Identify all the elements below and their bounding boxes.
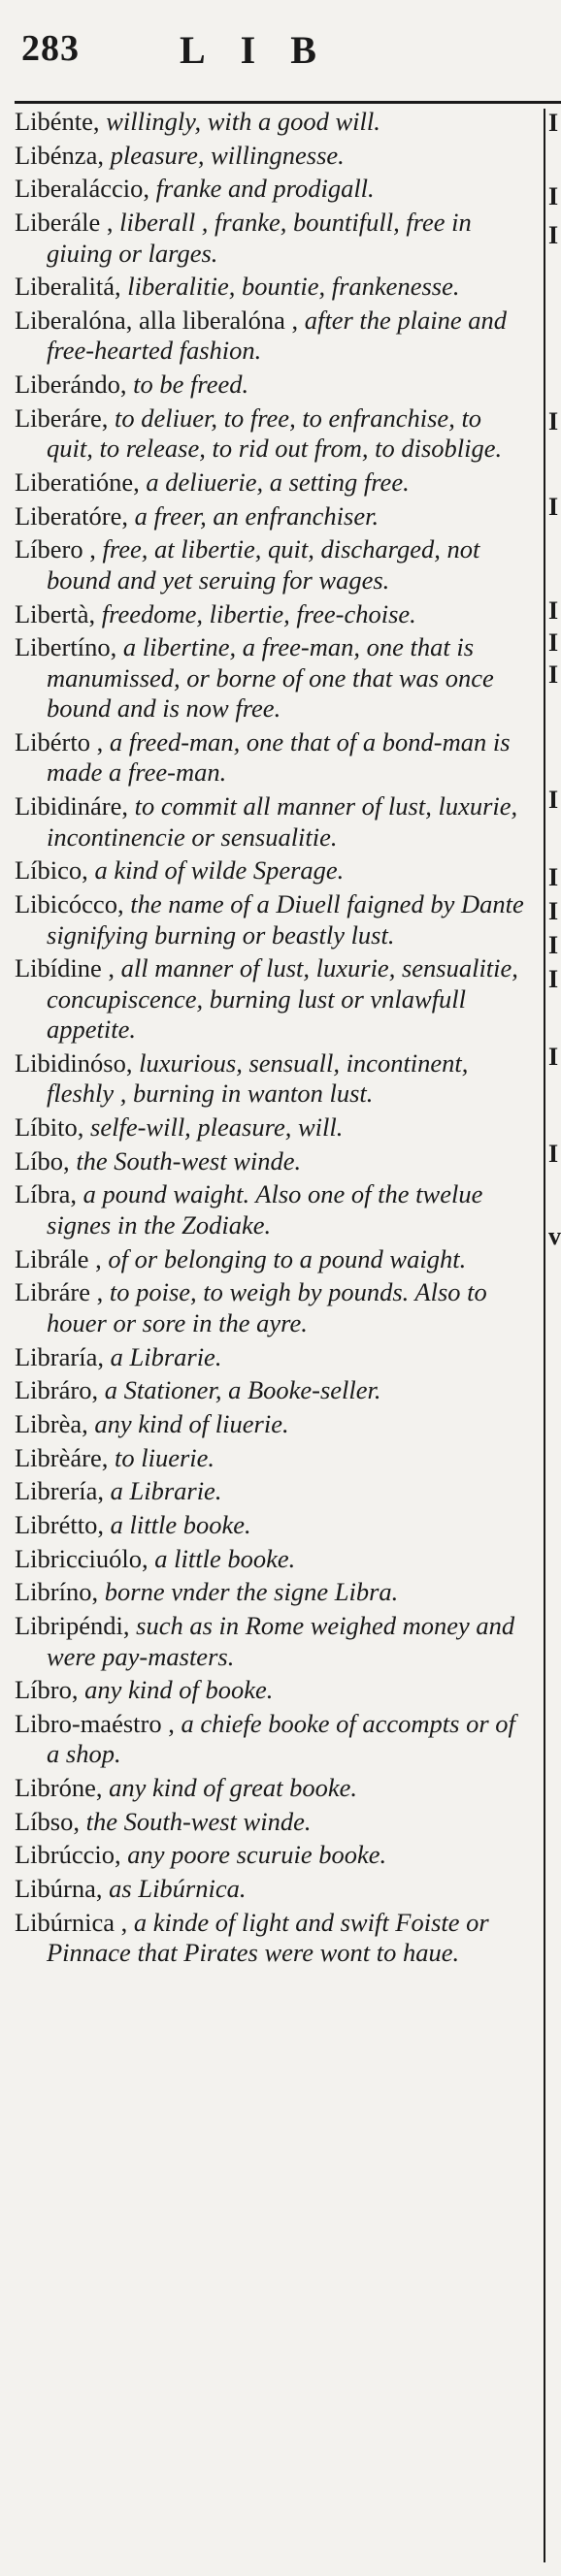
dictionary-entry — [15, 791, 534, 853]
entry-headword: Líbito, — [15, 1112, 84, 1143]
entry-headword: Libúrnica , — [15, 1907, 128, 1937]
entry-headword: Libúrna, — [15, 1874, 103, 1904]
dictionary-entry — [15, 1807, 534, 1838]
dictionary-entry — [15, 1179, 534, 1240]
dictionary-entry — [15, 855, 534, 886]
entry-headword: Liberále , — [15, 208, 114, 238]
dictionary-entry — [15, 534, 534, 596]
entry-gloss: to deliuer, to free, to enfranchise, to quit, to release, to rid out from, to disoblige. — [47, 402, 503, 464]
entry-gloss: a libertine, a free-man, one that is manumissed, or borne of one that was once bound and is now free. — [47, 632, 494, 724]
entry-headword: Librúccio, — [15, 1840, 121, 1870]
dictionary-entry — [15, 403, 534, 465]
dictionary-entry — [15, 1611, 534, 1672]
entry-gloss: freedome, libertie, free-choise. — [95, 598, 416, 628]
header-rule — [15, 101, 561, 104]
clipped-right-column-fragment: I — [548, 897, 559, 925]
entry-headword: Libricciuólo, — [15, 1543, 148, 1573]
entry-headword: Líbo, — [15, 1145, 70, 1175]
entry-gloss: liberall , franke, bountifull, free in giuing or larges. — [47, 208, 472, 268]
entry-gloss: such as in Rome weighed money and were pay-masters. — [47, 1611, 515, 1671]
dictionary-entry — [15, 1375, 534, 1406]
left-column — [15, 107, 534, 2576]
entry-gloss: luxurious, sensuall, incontinent, fleshly , burning in wanton lust. — [47, 1047, 469, 1109]
entry-headword: Librería, — [15, 1476, 104, 1506]
dictionary-entry — [15, 107, 534, 138]
dictionary-entry — [15, 1840, 534, 1871]
entry-gloss: a freer, an enfranchiser. — [127, 500, 380, 531]
entry-gloss: franke and prodigall. — [149, 174, 375, 204]
dictionary-entry — [15, 208, 534, 269]
clipped-right-column-fragment: I — [548, 931, 559, 959]
clipped-right-column-fragment: I — [548, 863, 559, 891]
entry-gloss: a freed-man, one that of a bond-man is made a free-man. — [47, 726, 511, 788]
entry-headword: Libráro, — [15, 1375, 99, 1405]
entry-headword: Libidináre, — [15, 791, 128, 821]
entry-headword: Liberáre, — [15, 402, 109, 433]
entry-gloss: a kinde of light and swift Foiste or Pinnace that Pirates were wont to haue. — [47, 1907, 489, 1968]
entry-headword: Librèa, — [15, 1408, 88, 1438]
dictionary-entry — [15, 1409, 534, 1440]
dictionary-entry — [15, 1146, 534, 1177]
entry-headword: Líbico, — [15, 855, 88, 886]
dictionary-entry — [15, 953, 534, 1046]
dictionary-entry — [15, 1874, 534, 1905]
dictionary-entry — [15, 370, 534, 401]
entry-gloss: the South-west winde. — [80, 1806, 312, 1836]
entry-gloss: a Librarie. — [103, 1341, 222, 1371]
clipped-right-column-fragment: I — [548, 786, 559, 814]
entry-headword: Libídine , — [15, 953, 116, 983]
entry-gloss: any kind of booke. — [78, 1675, 274, 1705]
entry-gloss: selfe-will, pleasure, will. — [83, 1112, 344, 1143]
dictionary-entry — [15, 1908, 534, 1969]
dictionary-entry — [15, 1048, 534, 1110]
dictionary-entry — [15, 1709, 534, 1770]
entry-gloss: a little booke. — [148, 1543, 296, 1573]
entry-headword: Libicócco, — [15, 889, 124, 918]
dictionary-entry — [15, 1443, 534, 1474]
dictionary-entry — [15, 1510, 534, 1541]
entry-gloss: to commit all manner of lust, luxurie, incontinencie or sensualitie. — [47, 791, 518, 852]
entry-headword: Libripéndi, — [15, 1611, 130, 1640]
entry-headword: Liberaláccio, — [15, 174, 150, 204]
clipped-right-column-fragment: I — [548, 109, 559, 137]
entry-gloss: pleasure, willingnesse. — [103, 140, 345, 170]
entry-headword: Liberalóna, alla liberalóna , — [15, 305, 299, 335]
entry-gloss: a pound waight. Also one of the twelue signes in the Zodiake. — [47, 1179, 483, 1240]
entry-gloss: the South-west winde. — [69, 1145, 302, 1175]
entry-gloss: a chiefe booke of accompts or of a shop. — [47, 1708, 515, 1769]
entry-headword: Libénza, — [15, 140, 104, 170]
clipped-right-column-fragment: I — [548, 965, 559, 993]
entry-headword: Librétto, — [15, 1509, 104, 1539]
clipped-right-column-fragment: I — [548, 493, 559, 521]
entry-gloss: a deliuerie, a setting free. — [139, 467, 410, 497]
column-divider — [544, 109, 545, 2562]
entry-headword: Libráre , — [15, 1277, 104, 1307]
entry-gloss: after the plaine and free-hearted fashion. — [47, 305, 508, 366]
entry-gloss: a little booke. — [104, 1509, 251, 1539]
entry-gloss: of or belonging to a pound waight. — [101, 1243, 467, 1273]
entry-headword: Libertíno, — [15, 632, 117, 662]
page-number: 283 — [21, 28, 80, 69]
entry-gloss: any poore scuruie booke. — [120, 1840, 387, 1870]
entry-headword: Libénte, — [15, 107, 100, 136]
dictionary-entry — [15, 1544, 534, 1575]
clipped-right-column-fragment: I — [548, 628, 559, 657]
clipped-right-column-fragment: I — [548, 1043, 559, 1071]
entry-headword: Libertà, — [15, 598, 96, 628]
entry-gloss: the name of a Diuell faigned by Dante signifying burning or beastly lust. — [47, 889, 524, 950]
entry-headword: Libro-maéstro , — [15, 1708, 175, 1738]
dictionary-entry — [15, 306, 534, 367]
dictionary-entry — [15, 141, 534, 172]
entry-gloss: a Librarie. — [103, 1476, 222, 1506]
dictionary-entry — [15, 889, 534, 950]
entry-gloss: to poise, to weigh by pounds. Also to houer or sore in the ayre. — [47, 1277, 487, 1337]
entry-gloss: borne vnder the signe Libra. — [98, 1577, 399, 1607]
entry-headword: Líbso, — [15, 1806, 80, 1836]
entry-gloss: a Stationer, a Booke-seller. — [98, 1375, 381, 1405]
entry-headword: Líbero , — [15, 534, 96, 564]
clipped-right-column-fragment: I — [548, 596, 559, 625]
entry-headword: Libidinóso, — [15, 1047, 133, 1078]
entry-gloss: liberalitie, bountie, frankenesse. — [120, 272, 460, 302]
entry-headword: Libérto , — [15, 726, 104, 757]
dictionary-entry — [15, 632, 534, 724]
clipped-right-column-fragment: I — [548, 660, 559, 689]
clipped-right-column-fragment: I — [548, 182, 559, 210]
entry-headword: Liberatióne, — [15, 467, 140, 497]
entry-gloss: to be freed. — [126, 370, 249, 400]
dictionary-entry — [15, 1476, 534, 1507]
entry-headword: Liberatóre, — [15, 500, 128, 531]
dictionary-entry — [15, 1773, 534, 1804]
dictionary-entry — [15, 272, 534, 303]
clipped-right-column-fragment: I — [548, 1140, 559, 1168]
entry-gloss: all manner of lust, luxurie, sensualitie, concupiscence, burning lust or vnlawfull appetite. — [47, 953, 518, 1045]
clipped-right-column-fragment: v — [548, 1222, 561, 1250]
entry-headword: Libraría, — [15, 1341, 104, 1371]
entry-gloss: a kind of wilde Sperage. — [87, 855, 345, 886]
entry-headword: Librèáre, — [15, 1442, 109, 1472]
dictionary-entry — [15, 1342, 534, 1373]
dictionary-entry — [15, 174, 534, 205]
clipped-right-column-fragment: I — [548, 407, 559, 435]
dictionary-entry — [15, 1244, 534, 1275]
entry-headword: Líbra, — [15, 1179, 78, 1209]
entry-headword: Librále , — [15, 1243, 102, 1273]
entry-headword: Libríno, — [15, 1577, 99, 1607]
entry-gloss: any kind of great booke. — [102, 1773, 357, 1803]
entry-gloss: any kind of liuerie. — [87, 1408, 289, 1438]
dictionary-entry — [15, 1577, 534, 1608]
entry-gloss: to liuerie. — [108, 1442, 215, 1472]
entry-headword: Liberándo, — [15, 370, 127, 400]
running-head: LIB — [180, 28, 351, 72]
entry-gloss: willingly, with a good will. — [99, 107, 380, 136]
dictionary-entry — [15, 501, 534, 532]
dictionary-entry — [15, 727, 534, 789]
dictionary-entry — [15, 599, 534, 630]
dictionary-entry — [15, 1112, 534, 1143]
entry-headword: Libróne, — [15, 1773, 103, 1803]
entry-gloss: as Libúrnica. — [102, 1874, 247, 1904]
entry-headword: Líbro, — [15, 1675, 79, 1705]
entry-headword: Liberalitá, — [15, 272, 121, 302]
entry-gloss: free, at libertie, quit, discharged, not bound and yet seruing for wages. — [47, 534, 480, 595]
dictionary-entry — [15, 1277, 534, 1338]
dictionary-entry — [15, 1675, 534, 1706]
clipped-right-column-fragment: I — [548, 221, 559, 249]
dictionary-entry — [15, 467, 534, 499]
